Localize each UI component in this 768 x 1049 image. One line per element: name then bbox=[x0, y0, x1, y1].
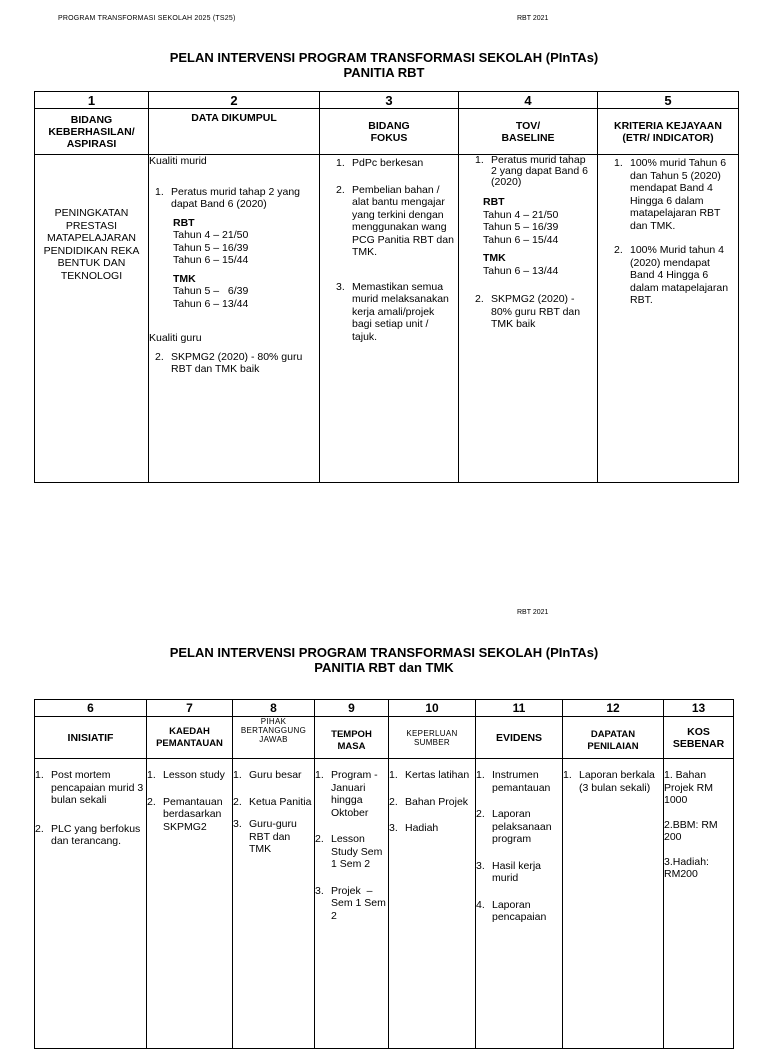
title-line-1: PELAN INTERVENSI PROGRAM TRANSFORMASI SEKOLAH (PInTAs) bbox=[169, 645, 599, 660]
kualiti-murid-label: Kualiti murid bbox=[149, 155, 207, 167]
tempoh-text: Lesson Study Sem 1 Sem 2 bbox=[331, 833, 383, 870]
tempoh-text: Projek – Sem 1 Sem 2 bbox=[331, 884, 389, 922]
title-line-1: PELAN INTERVENSI PROGRAM TRANSFORMASI SEKOLAH (PInTAs) bbox=[169, 50, 599, 65]
list-item: 2. Pemantauan berdasarkan SKPMG2 bbox=[147, 796, 232, 834]
kriteria-text: 100% Murid tahun 4 (2020) mendapat Band 4 Hingga 6 dalam matapelajaran RBT. bbox=[630, 244, 729, 306]
column-header-row bbox=[35, 717, 734, 759]
evidens-cell bbox=[476, 759, 563, 1049]
col-number: 11 bbox=[476, 700, 563, 717]
header-bidang-fokus: BIDANG FOKUS bbox=[320, 109, 459, 155]
sumber-cell bbox=[389, 759, 476, 1049]
kaedah-text: Pemantauan berdasarkan SKPMG2 bbox=[163, 795, 223, 833]
header-kriteria-kejayaan: KRITERIA KEJAYAAN (ETR/ INDICATOR) bbox=[598, 109, 739, 155]
list-item: 3. Hadiah bbox=[389, 822, 475, 835]
list-item: 2. Lesson Study Sem 1 Sem 2 bbox=[315, 833, 388, 871]
pintas-table-2 bbox=[34, 699, 734, 1049]
tmk-label: TMK bbox=[173, 272, 196, 285]
header-pihak-bertanggung-jawab: PIHAK BERTANGGUNG JAWAB bbox=[233, 717, 315, 759]
kriteria-cell bbox=[598, 155, 739, 483]
tov-item-1: Peratus murid tahap 2 yang dapat Band 6 (2020) bbox=[491, 154, 588, 188]
tmk-line: Tahun 6 – 13/44 bbox=[173, 297, 249, 310]
list-item: 1. Program - Januari hingga Oktober bbox=[315, 769, 388, 819]
tmk-line: Tahun 5 – 6/39 bbox=[173, 285, 249, 297]
tov-baseline-cell bbox=[459, 155, 598, 483]
header-tov-baseline: TOV/ BASELINE bbox=[459, 109, 598, 155]
kualiti-guru-label: Kualiti guru bbox=[149, 332, 202, 344]
col-number: 5 bbox=[598, 92, 739, 109]
data-item-1: Peratus murid tahap 2 yang dapat Band 6 (2020) bbox=[171, 185, 300, 210]
rbt-line: Tahun 4 – 21/50 bbox=[173, 229, 249, 241]
aspirasi-cell: PENINGKATAN PRESTASI MATAPELAJARAN PENDIDIKAN REKA BENTUK DAN TEKNOLOGI bbox=[35, 155, 149, 483]
sumber-text: Bahan Projek bbox=[405, 795, 469, 808]
col-number: 7 bbox=[147, 700, 233, 717]
title-line-2: PANITIA RBT dan TMK bbox=[314, 660, 454, 675]
col-number: 3 bbox=[320, 92, 459, 109]
list-item: 2. Laporan pelaksanaan program bbox=[476, 808, 562, 846]
fokus-text: Pembelian bahan / alat bantu mengajar yang terkini dengan menggunakan wang PCG Panitia RBT dan TMK. bbox=[352, 183, 454, 258]
tempoh-cell bbox=[315, 759, 389, 1049]
kos-item: 2.BBM: RM 200 bbox=[664, 818, 718, 843]
col-number: 13 bbox=[664, 700, 734, 717]
column-number-row bbox=[35, 92, 739, 109]
rbt-line: Tahun 5 – 16/39 bbox=[173, 241, 249, 254]
col-number: 10 bbox=[389, 700, 476, 717]
header-subject: RBT 2021 bbox=[517, 15, 549, 22]
content-row bbox=[35, 155, 739, 483]
page-2 bbox=[0, 600, 768, 1024]
rbt-block bbox=[149, 217, 319, 311]
list-item: 1. Peratus murid tahap 2 yang dapat Band 6 (2020) bbox=[149, 186, 319, 211]
list-item: 1. PdPc berkesan bbox=[336, 157, 454, 170]
col-number: 2 bbox=[149, 92, 320, 109]
tmk-line: Tahun 6 – 13/44 bbox=[483, 264, 559, 277]
inisiatif-text: Post mortem pencapaian murid 3 bulan sekali bbox=[51, 769, 144, 806]
col-number: 9 bbox=[315, 700, 389, 717]
sumber-text: Hadiah bbox=[405, 822, 439, 834]
list-item: 1. Kertas latihan bbox=[389, 769, 475, 782]
kaedah-text: Lesson study bbox=[163, 769, 225, 781]
column-header-row bbox=[35, 109, 739, 155]
list-item: 2. PLC yang berfokus dan terancang. bbox=[35, 823, 144, 848]
dapatan-cell bbox=[563, 759, 664, 1049]
col-number: 1 bbox=[35, 92, 149, 109]
data-dikumpul-cell bbox=[149, 155, 320, 483]
list-item: 1. Peratus murid tahap 2 yang dapat Band 6 (2020) bbox=[475, 155, 593, 188]
fokus-text: PdPc berkesan bbox=[352, 157, 424, 169]
col-number: 8 bbox=[233, 700, 315, 717]
pihak-text: Guru besar bbox=[249, 769, 302, 781]
evidens-text: Instrumen pemantauan bbox=[492, 769, 551, 794]
header-tempoh-masa: TEMPOH MASA bbox=[315, 717, 389, 759]
list-item: 4. Laporan pencapaian bbox=[476, 899, 562, 924]
inisiatif-cell bbox=[35, 759, 147, 1049]
rbt-line: Tahun 4 – 21/50 bbox=[483, 208, 559, 221]
header-dapatan-penilaian: DAPATAN PENILAIAN bbox=[563, 717, 664, 759]
tmk-label: TMK bbox=[483, 252, 506, 264]
list-item: 2. SKPMG2 (2020) - 80% guru RBT dan TMK baik bbox=[149, 351, 319, 376]
list-item: 2. SKPMG2 (2020) - 80% guru RBT dan TMK baik bbox=[475, 293, 593, 331]
header-evidens: EVIDENS bbox=[476, 717, 563, 759]
kriteria-text: 100% murid Tahun 6 dan Tahun 5 (2020) mendapat Band 4 Hingga 6 dalam matapelajaran RBT dan TMK. bbox=[630, 157, 727, 232]
list-item: 1. Lesson study bbox=[147, 769, 232, 782]
list-item: 2. Bahan Projek bbox=[389, 796, 475, 809]
rbt-label: RBT bbox=[173, 216, 195, 229]
list-item: 3. Guru-guru RBT dan TMK bbox=[233, 818, 314, 856]
list-item: 1. Post mortem pencapaian murid 3 bulan sekali bbox=[35, 769, 144, 806]
pintas-table-1 bbox=[34, 91, 739, 483]
kaedah-cell bbox=[147, 759, 233, 1049]
inisiatif-text: PLC yang berfokus dan terancang. bbox=[51, 822, 141, 847]
list-item: 1. 100% murid Tahun 6 dan Tahun 5 (2020) mendapat Band 4 Hingga 6 dalam matapelajaran RBT dan TMK. bbox=[614, 157, 736, 232]
list-item: 1. Instrumen pemantauan bbox=[476, 769, 562, 794]
header-bidang-keberhasilan: BIDANG KEBERHASILAN/ ASPIRASI bbox=[35, 109, 149, 155]
header-keperluan-sumber: KEPERLUAN SUMBER bbox=[389, 717, 476, 759]
kos-item: 3.Hadiah: RM200 bbox=[664, 855, 709, 880]
dapatan-text: Laporan berkala (3 bulan sekali) bbox=[579, 769, 655, 794]
list-item: 3. Hasil kerja murid bbox=[476, 860, 562, 885]
list-item: 2. Pembelian bahan / alat bantu mengajar yang terkini dengan menggunakan wang PCG Panitia RBT dan TMK. bbox=[336, 183, 454, 258]
page-title bbox=[0, 50, 768, 80]
rbt-line: Tahun 6 – 15/44 bbox=[483, 233, 559, 246]
content-row bbox=[35, 759, 734, 1049]
list-item: 1. Laporan berkala (3 bulan sekali) bbox=[563, 769, 663, 794]
header-data-dikumpul: DATA DIKUMPUL bbox=[149, 109, 320, 155]
list-item: 3. Projek – Sem 1 Sem 2 bbox=[315, 884, 389, 922]
list-item: 1. Guru besar bbox=[233, 769, 314, 782]
header-inisiatif: INISIATIF bbox=[35, 717, 147, 759]
header-kaedah-pemantauan: KAEDAH PEMANTAUAN bbox=[147, 717, 233, 759]
evidens-text: Laporan pencapaian bbox=[492, 898, 547, 923]
list-item: 2. 100% Murid tahun 4 (2020) mendapat Band 4 Hingga 6 dalam matapelajaran RBT. bbox=[614, 244, 736, 307]
header-subject: RBT 2021 bbox=[517, 609, 549, 616]
rbt-line: Tahun 5 – 16/39 bbox=[483, 221, 559, 233]
list-item: 3. Memastikan semua murid melaksanakan kerja amali/projek bagi setiap unit / tajuk. bbox=[336, 281, 454, 344]
rbt-label: RBT bbox=[483, 196, 505, 208]
tov-rbt-block bbox=[483, 196, 593, 277]
col-number: 12 bbox=[563, 700, 664, 717]
sumber-text: Kertas latihan bbox=[405, 769, 470, 781]
fokus-text: Memastikan semua murid melaksanakan kerja amali/projek bagi setiap unit / tajuk. bbox=[352, 280, 449, 343]
header-program: PROGRAM TRANSFORMASI SEKOLAH 2025 (TS25) bbox=[58, 15, 236, 22]
rbt-line: Tahun 6 – 15/44 bbox=[173, 254, 249, 266]
tov-item-2: SKPMG2 (2020) - 80% guru RBT dan TMK baik bbox=[491, 293, 581, 330]
evidens-text: Hasil kerja murid bbox=[492, 859, 542, 884]
col-number: 4 bbox=[459, 92, 598, 109]
pihak-cell bbox=[233, 759, 315, 1049]
header-kos-sebenar: KOS SEBENAR bbox=[664, 717, 734, 759]
evidens-text: Laporan pelaksanaan program bbox=[492, 808, 552, 845]
data-item-2: SKPMG2 (2020) - 80% guru RBT dan TMK baik bbox=[171, 350, 303, 375]
bidang-fokus-cell bbox=[320, 155, 459, 483]
pihak-text: Ketua Panitia bbox=[249, 795, 312, 808]
kos-item: 1. Bahan Projek RM 1000 bbox=[664, 769, 714, 806]
page-title bbox=[0, 645, 768, 675]
kos-cell bbox=[664, 759, 734, 1049]
title-line-2: PANITIA RBT bbox=[343, 65, 425, 80]
column-number-row bbox=[35, 700, 734, 717]
col-number: 6 bbox=[35, 700, 147, 717]
list-item: 2. Ketua Panitia bbox=[233, 796, 314, 809]
pihak-text: Guru-guru RBT dan TMK bbox=[249, 818, 297, 855]
tempoh-text: Program - Januari hingga Oktober bbox=[331, 769, 378, 819]
